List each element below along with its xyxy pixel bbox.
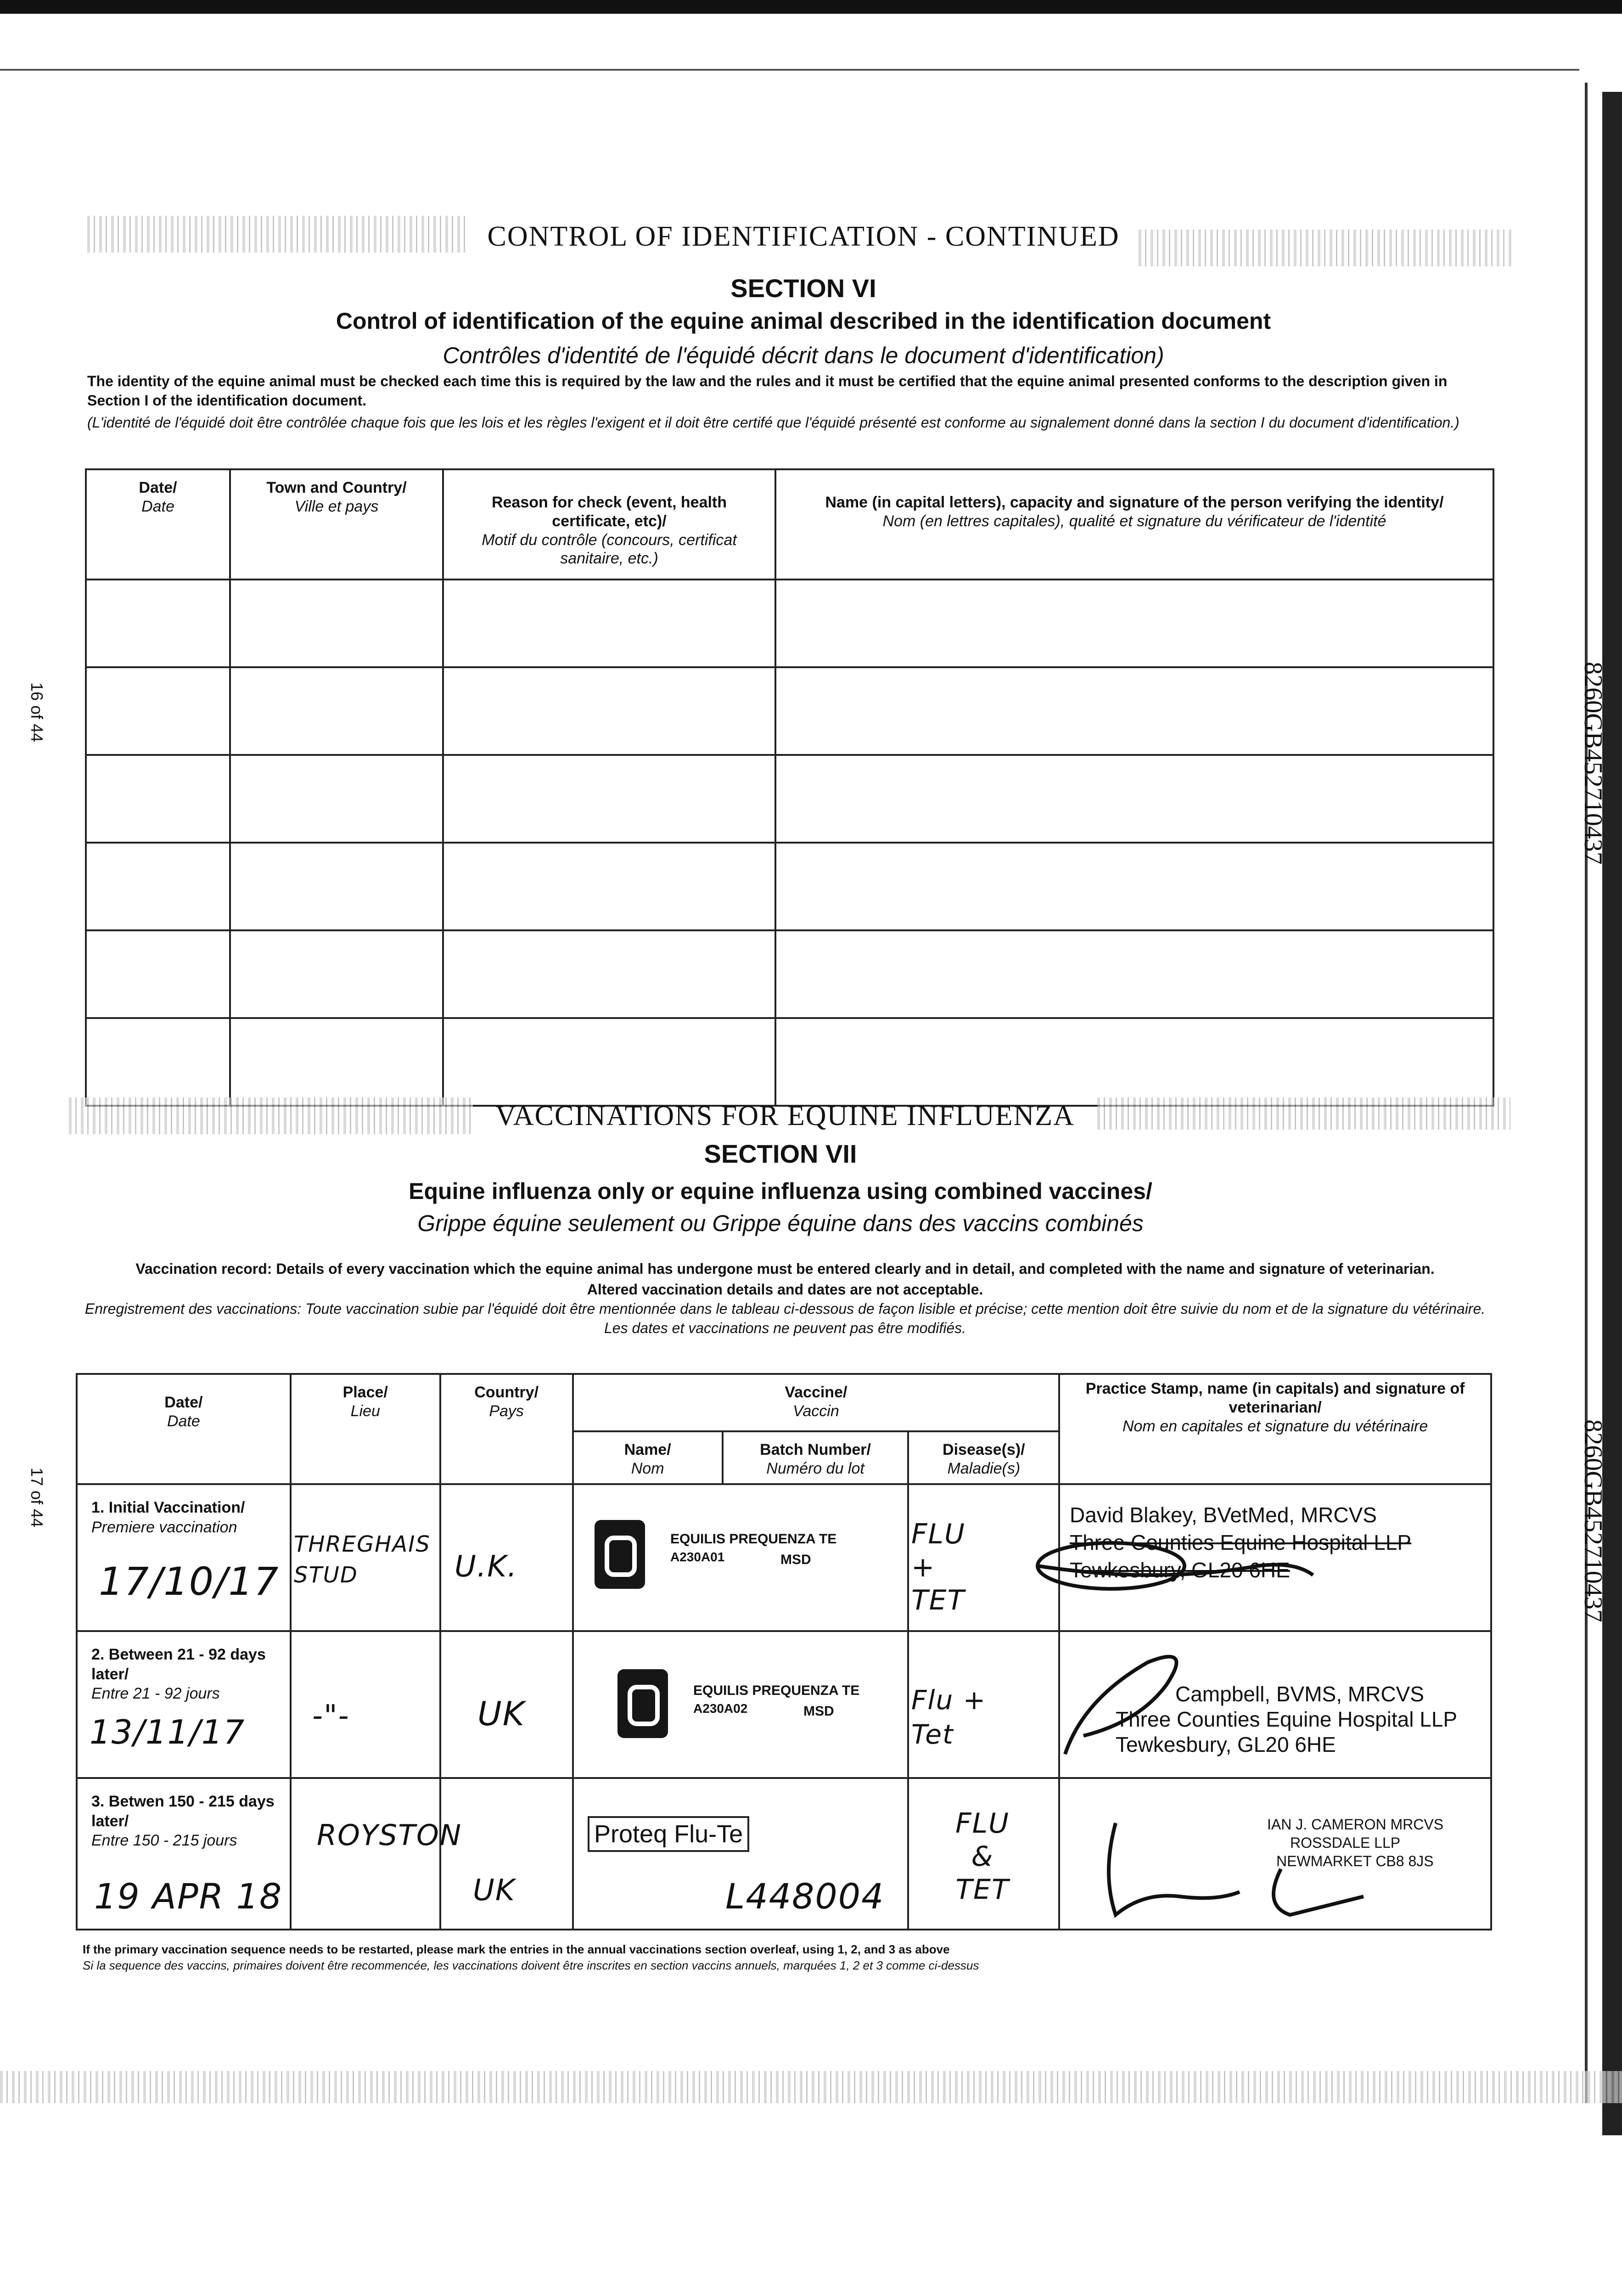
col-town-header: Town and Country/ Ville et pays (230, 469, 443, 580)
row2-signature (1056, 1644, 1212, 1763)
col-name-header: Name (in capital letters), capacity and signature of the person verifying the identity/ Nom (en lettres capitales), qualité et signature du vérificateur de l'identité (775, 469, 1493, 580)
identification-check-table (85, 468, 1494, 1107)
table-row: 3. Betwen 150 - 215 days later/ Entre 150 - 215 jours (77, 1778, 1491, 1930)
scan-right-shadow (1602, 92, 1622, 2135)
section7-title: SECTION VII (704, 1139, 857, 1168)
banner7-noise-right (1097, 1097, 1510, 1130)
vaccine-logo-q-icon (617, 1669, 668, 1738)
section7-heading-fr: Grippe équine seulement ou Grippe équine dans des vaccins combinés (417, 1210, 1144, 1236)
row1-brand: MSD (780, 1552, 811, 1567)
page-number-16: 16 of 44 (28, 682, 46, 743)
col-place-header: Place/ Lieu (291, 1374, 440, 1484)
passport-id-lower: 8260GB452710437 (1579, 1419, 1607, 1622)
vaccination-record-en-2: Altered vaccination details and dates are not acceptable. (587, 1281, 983, 1298)
row1-date: 17/10/17 (99, 1559, 280, 1604)
row1-vet-line1: David Blakey, BVetMed, MRCVS (1070, 1503, 1377, 1527)
table-row: 2. Between 21 - 92 days later/ Entre 21 - 92 jours (77, 1631, 1491, 1778)
table-row (86, 580, 1493, 667)
table-row (86, 1018, 1493, 1106)
col-vaccine-name-header: Name/ Nom (573, 1431, 723, 1484)
row2-disease: Flu + Tet (911, 1684, 987, 1750)
row1-signature (1019, 1534, 1341, 1598)
row3-date: 19 APR 18 (94, 1876, 283, 1917)
footer-note-fr: Si la sequence des vaccins, primaires doivent être recommencée, les vaccinations doivent être inscrites en section vaccins annuels, marquées 1, 2 et 3 comme ci-dessus (83, 1958, 979, 1972)
section6-heading-en: Control of identification of the equine animal described in the identification document (336, 308, 1271, 334)
row2-brand: MSD (803, 1704, 834, 1719)
row3-place: ROYSTON (317, 1818, 462, 1852)
row2-vaccine-name: EQUILIS PREQUENZA TE (693, 1683, 860, 1698)
vaccine-logo-q-icon (595, 1520, 645, 1589)
scan-fold-line (0, 69, 1579, 71)
row1-disease: FLU + TET (911, 1518, 965, 1616)
row1-country: U.K. (455, 1550, 518, 1584)
row3-batch: L448004 (725, 1876, 885, 1917)
page-number-17: 17 of 44 (28, 1467, 46, 1528)
scan-top-edge (0, 0, 1622, 14)
col-country-header: Country/ Pays (440, 1374, 573, 1484)
scan-bottom-strip (0, 2071, 1622, 2103)
table-row (86, 667, 1493, 755)
row1-vet-line3: Tewkesbury, GL20 6HE (1070, 1558, 1290, 1582)
table-row: 1. Initial Vaccination/ Premiere vaccination (77, 1484, 1491, 1631)
col-disease-header: Disease(s)/ Maladie(s) (908, 1431, 1059, 1484)
banner-noise-left (87, 216, 468, 253)
row2-vet-line2: Three Counties Equine Hospital LLP (1116, 1707, 1458, 1731)
col-date-header: Date/ Date (86, 469, 230, 580)
vaccination-record-en: Vaccination record: Details of every vaccination which the equine animal has undergone must be entered clearly and in detail, and completed with the name and signature of veterinarian. (135, 1261, 1435, 1277)
col-vet-header: Practice Stamp, name (in capitals) and signature of veterinarian/ Nom en capitales et signature du vétérinaire (1059, 1374, 1491, 1484)
row2-vet-line1: Campbell, BVMS, MRCVS (1175, 1682, 1424, 1706)
scan-right-edge (1585, 83, 1588, 2103)
row2-country: UK (477, 1694, 525, 1733)
banner-vaccinations: VACCINATIONS FOR EQUINE INFLUENZA (495, 1100, 1075, 1131)
row2-place: -"- (312, 1699, 350, 1733)
row1-place: THREGHAIS STUD (294, 1531, 431, 1588)
row3-disease: FLU & TET (955, 1807, 1010, 1906)
row1-vet-line2: Three Counties Equine Hospital LLP (1070, 1531, 1412, 1554)
table-row (86, 930, 1493, 1018)
vaccination-record-fr: Enregistrement des vaccinations: Toute vaccination subie par l'équidé doit être mentionnée dans le tableau ci-dessous de façon lisible et précise; cette mention doit être suivie du nom et de la signature du vétérinaire. Les dates et vaccinations ne peuvent pas être modifiés. (84, 1300, 1486, 1336)
col-date-header: Date/ Date (77, 1374, 291, 1484)
col-vaccine-header: Vaccine/ Vaccin (573, 1374, 1060, 1431)
table-row (86, 755, 1493, 843)
row3-country: UK (473, 1874, 516, 1908)
col-reason-header: Reason for check (event, health certificate, etc)/ Motif du contrôle (concours, certificat sanitaire, etc.) (443, 469, 775, 580)
row3-vet-line1: IAN J. CAMERON MRCVS (1267, 1816, 1444, 1833)
section7-heading-en: Equine influenza only or equine influenza using combined vaccines/ (409, 1178, 1152, 1204)
banner-noise-right (1139, 230, 1515, 266)
row2-batch: A230A02 (693, 1701, 748, 1716)
row3-vet-line2: ROSSDALE LLP (1290, 1835, 1401, 1851)
row3-vet-line3: NEWMARKET CB8 8JS (1276, 1853, 1434, 1869)
row1-batch: A230A01 (670, 1550, 725, 1564)
section6-intro-fr: (L'identité de l'équidé doit être contrôlée chaque fois que les lois et les règles l'exigent et il doit être certifé que l'équidé présenté est conforme au signalement donné dans la section I du document d'identification.) (87, 414, 1459, 431)
section6-intro-en: The identity of the equine animal must be checked each time this is required by the law and the rules and it must be certified that the equine animal presented conforms to the description given in Section I of the identification document. (87, 373, 1448, 409)
row1-vaccine-name: EQUILIS PREQUENZA TE (670, 1531, 837, 1547)
banner7-noise-left (69, 1097, 473, 1134)
section6-title: SECTION VI (730, 274, 876, 303)
banner-control-of-identification: CONTROL OF IDENTIFICATION - CONTINUED (487, 221, 1120, 252)
passport-id-upper: 8260GB452710437 (1579, 662, 1607, 865)
row2-vet-line3: Tewkesbury, GL20 6HE (1116, 1733, 1336, 1756)
col-batch-header: Batch Number/ Numéro du lot (723, 1431, 909, 1484)
row2-date: 13/11/17 (90, 1713, 246, 1751)
table-row (86, 843, 1493, 930)
footer-note-en: If the primary vaccination sequence needs to be restarted, please mark the entries in the annual vaccinations section overleaf, using 1, 2, and 3 as above (83, 1942, 950, 1956)
row3-signature (1088, 1805, 1373, 1924)
row3-vaccine-name: Proteq Flu-Te (588, 1816, 749, 1852)
section6-heading-fr: Contrôles d'identité de l'équidé décrit dans le document d'identification) (443, 343, 1164, 368)
